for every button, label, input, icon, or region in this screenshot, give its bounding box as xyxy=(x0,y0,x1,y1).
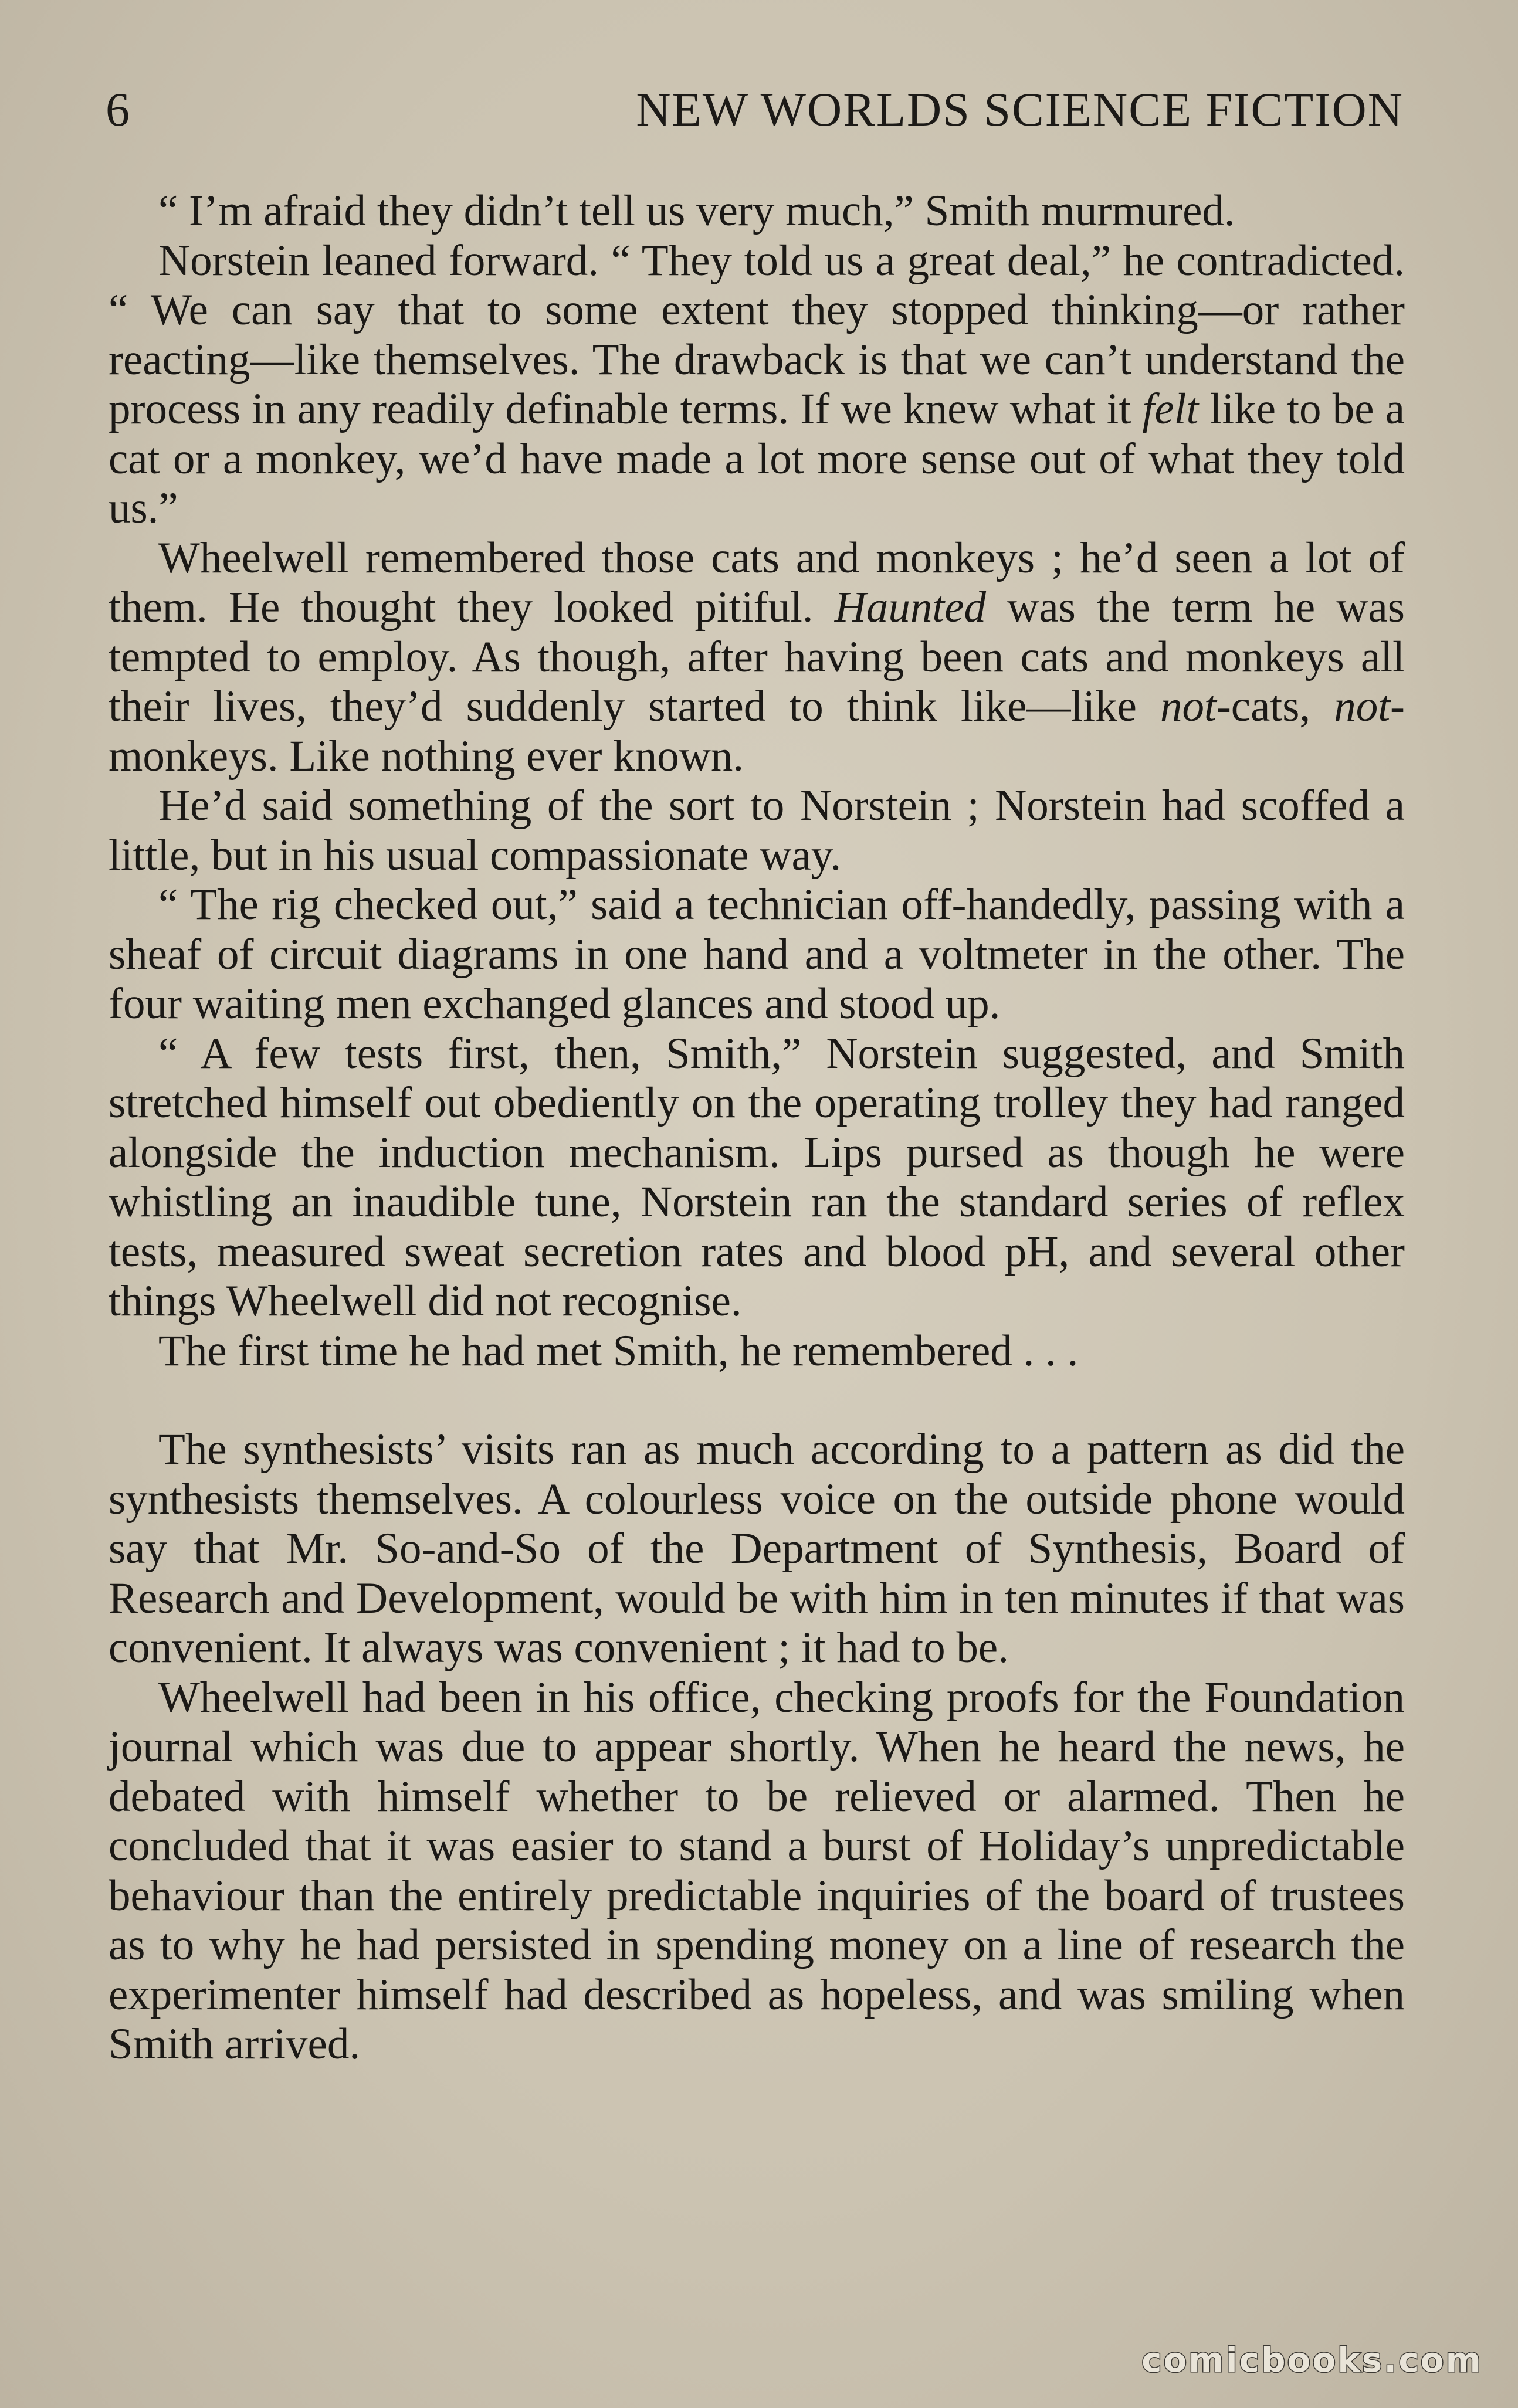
paragraph xyxy=(109,186,1405,236)
text-run: “ I’m afraid they didn’t tell us very much,” Smith murmured. xyxy=(158,186,1235,235)
text-run: Wheelwell had been in his office, checking proofs for the Foundation journal which was due to appear shortly. When he heard the news, he debated with himself whether to be relieved or alarmed. Then he concluded that it was easier to stand a burst of Holiday’s unpredictable behaviour than the entirely predictable inquiries of the board of trustees as to why he had persisted in spending money on a line of research the experimenter himself had described as hopeless, and was smiling when Smith arrived. xyxy=(109,1673,1405,2068)
text-run: “ A few tests first, then, Smith,” Norstein suggested, and Smith stretched himself out obediently on the operating trolley they had ranged alongside the induction mechanism. Lips pursed as though he were whistling an inaudible tune, Norstein ran the standard series of reflex tests, measured sweat secretion rates and blood pH, and several other things Wheelwell did not recognise. xyxy=(109,1029,1405,1325)
text-run: Wheelwell remembered those cats and monkeys ; he’d seen a lot of them. He thought they looked pitiful. xyxy=(109,533,1405,632)
text-run: like to be a cat or a monkey, we’d have made a lot more sense out of what they told us.” xyxy=(109,385,1405,533)
italic-text: Haunted xyxy=(834,583,986,632)
journal-title: NEW WORLDS SCIENCE FICTION xyxy=(636,83,1404,136)
paragraph xyxy=(109,1673,1405,2070)
text-run: He’d said something of the sort to Norstein ; Norstein had scoffed a little, but in his usual compassionate way. xyxy=(109,781,1405,880)
text-run: The first time he had met Smith, he remembered . . . xyxy=(158,1326,1079,1375)
paragraph xyxy=(109,1029,1405,1327)
paragraph xyxy=(109,880,1405,1029)
paragraph xyxy=(109,236,1405,534)
italic-text: not xyxy=(1160,682,1217,731)
paragraph xyxy=(109,781,1405,880)
running-head xyxy=(106,82,1404,147)
paragraph xyxy=(109,1425,1405,1673)
text-run: Norstein leaned forward. “ They told us a great deal,” he contradicted. “ We can say that to some extent they stopped thinking—or rather reacting—like themselves. The drawback is that we can’t understand the process in any readily definable terms. If we knew what it xyxy=(109,236,1405,433)
body-text xyxy=(109,186,1405,2070)
paragraph xyxy=(109,534,1405,782)
text-run: The synthesists’ visits ran as much according to a pattern as did the synthesists themselves. A colourless voice on the outside phone would say that Mr. So-and-So of the Department of Synthesis, Board of Research and Development, would be with him in ten minutes if that was convenient. It always was convenient ; it had to be. xyxy=(109,1425,1405,1672)
text-run: -monkeys. Like nothing ever known. xyxy=(109,682,1405,781)
paragraph xyxy=(109,1327,1405,1376)
text-run: “ The rig checked out,” said a technician off-handedly, passing with a sheaf of circuit diagrams in one hand and a voltmeter in the other. The four waiting men exchanged glances and stood up. xyxy=(109,880,1405,1028)
italic-text: not xyxy=(1334,682,1391,731)
text-run: -cats, xyxy=(1216,682,1334,731)
text-run: was the term he was tempted to employ. As though, after having been cats and monkeys all their lives, they’d suddenly started to think like—like xyxy=(109,583,1405,731)
italic-text: felt xyxy=(1142,385,1199,433)
watermark: comicbooks.com xyxy=(1141,2340,1483,2380)
page-number: 6 xyxy=(106,83,130,136)
